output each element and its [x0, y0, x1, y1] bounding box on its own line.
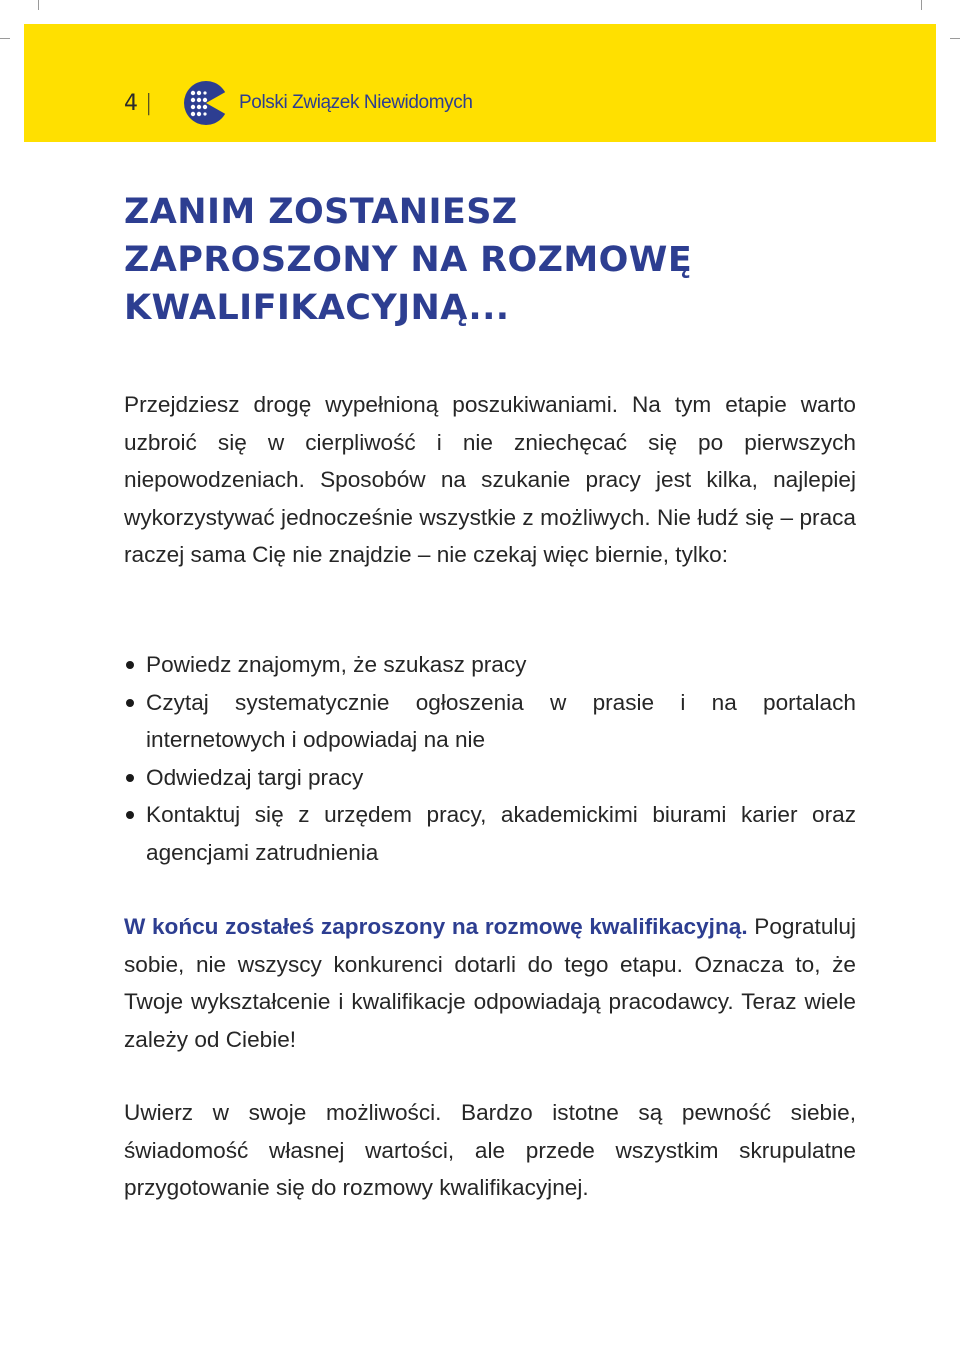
- bullet-icon: [126, 811, 134, 819]
- bullet-icon: [126, 661, 134, 669]
- braille-dots-logo-icon: [183, 80, 229, 126]
- title-line: KWALIFIKACYJNĄ...: [124, 288, 510, 328]
- list-item-text: Powiedz znajomym, że szukasz pracy: [146, 652, 527, 677]
- title-line: ZAPROSZONY NA ROZMOWĘ: [124, 240, 693, 280]
- list-item: [124, 684, 856, 759]
- page-number: [124, 86, 153, 122]
- crop-mark: [921, 0, 922, 10]
- title-line: ZANIM ZOSTANIESZ: [124, 192, 518, 232]
- crop-mark: [0, 38, 10, 39]
- bullet-icon: [126, 699, 134, 707]
- list-item-text: Czytaj systematycznie ogłoszenia w prasie i na portalach internetowych i odpowiadaj na nie: [146, 689, 856, 753]
- list-item: [124, 646, 856, 684]
- list-item: [124, 759, 856, 797]
- list-item: [124, 796, 856, 871]
- page-number-separator: |: [145, 91, 154, 116]
- invited-text: Pogratuluj sobie, nie wszyscy konkurenci dotarli do tego etapu. Oznacza to, że Twoje wykształcenie i kwalifikacje odpowiadają pracodawcy. Teraz wiele zależy od Ciebie!: [124, 914, 856, 1052]
- page-number-value: 4: [124, 91, 139, 116]
- intro-paragraph: Przejdziesz drogę wypełnioną poszukiwaniami. Na tym etapie warto uzbroić się w cierpliwość i nie zniechęcać się po pierwszych niepowodzeniach. Sposobów na szukanie pracy jest kilka, najlepiej wykorzystywać jednocześnie wszystkie z możliwych. Nie łudź się – praca raczej sama Cię nie znajdzie – nie czekaj więc biernie, tylko:: [124, 392, 856, 568]
- invited-paragraph: [124, 908, 856, 1058]
- crop-mark: [38, 0, 39, 10]
- list-item-text: Kontaktuj się z urzędem pracy, akademickimi biurami karier oraz agencjami zatrudnienia: [146, 802, 856, 865]
- invited-lead: W końcu zostałeś zaproszony na rozmowę kwalifikacyjną.: [124, 914, 748, 939]
- crop-mark: [950, 38, 960, 39]
- organization-logo: [183, 80, 503, 126]
- organization-name: Polski Związek Niewidomych: [239, 92, 473, 113]
- believe-paragraph: Uwierz w swoje możliwości. Bardzo istotne są pewność siebie, świadomość własnej wartości, ale przede wszystkim skrupulatne przygotowanie się do rozmowy kwalifikacyjnej.: [124, 1100, 856, 1201]
- page-title: [124, 188, 864, 332]
- bullet-icon: [126, 774, 134, 782]
- list-item-text: Odwiedzaj targi pracy: [146, 764, 364, 790]
- bullet-list: [124, 646, 856, 872]
